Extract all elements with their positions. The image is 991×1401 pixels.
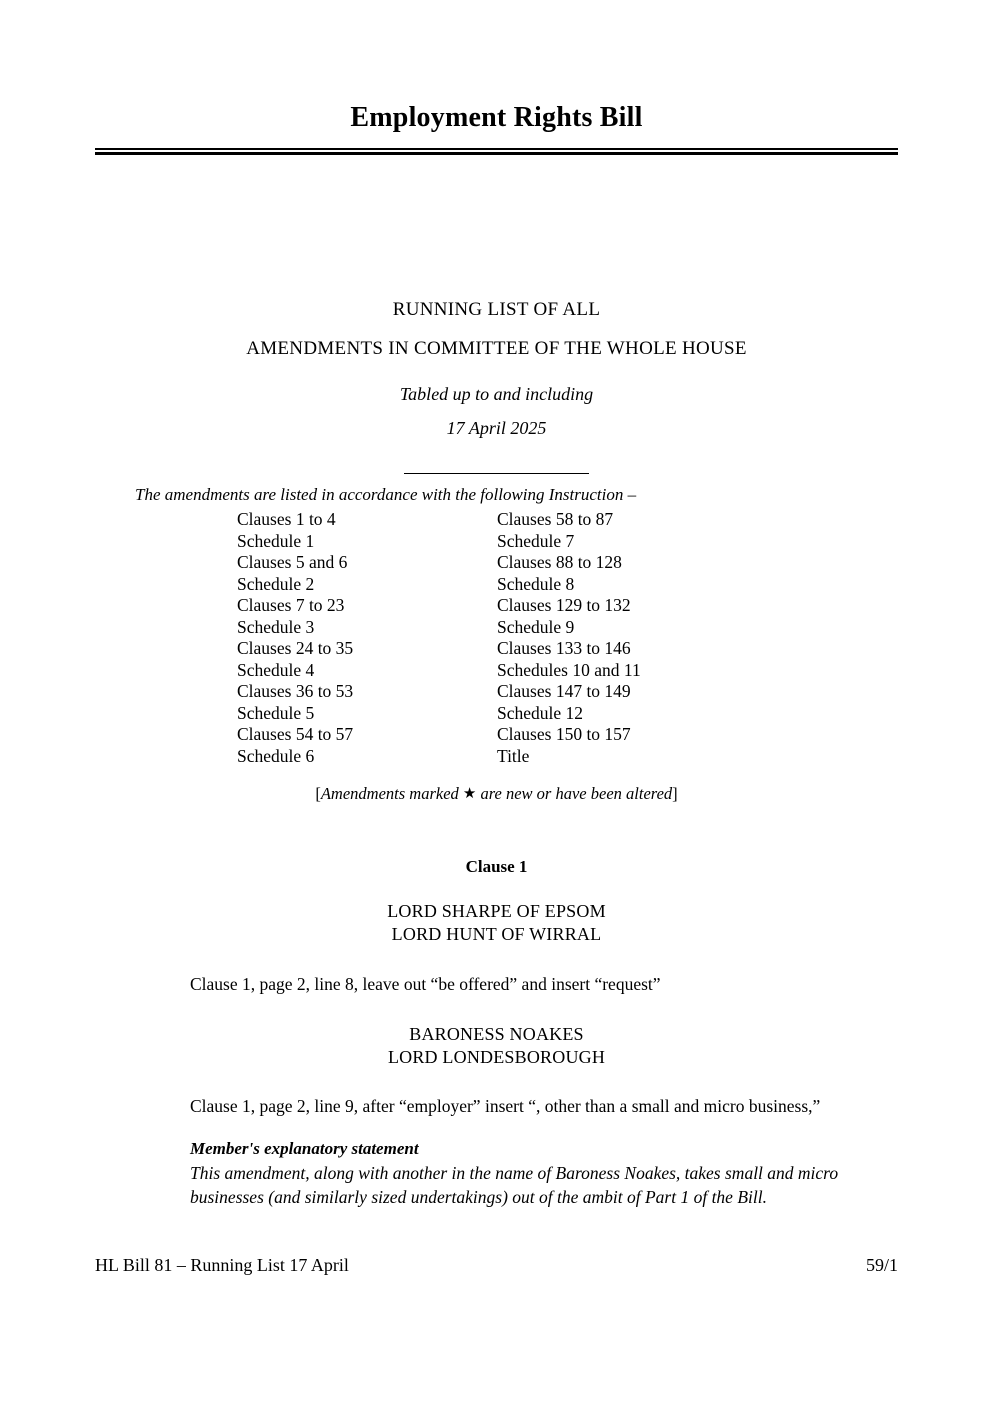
- clause-index-item: Schedule 8: [497, 573, 575, 594]
- clause-index-item: Clauses 58 to 87: [497, 509, 614, 529]
- clause-index: [237, 509, 797, 767]
- clause-index-item: Title: [497, 745, 530, 766]
- running-list-line-1: RUNNING LIST OF ALL: [392, 299, 601, 320]
- clause-index-item: Schedule 3: [237, 616, 315, 637]
- clause-index-item: Clauses 5 and 6: [237, 552, 348, 572]
- section-divider-rule: [404, 473, 589, 475]
- tabled-label: Tabled up to and including: [399, 384, 594, 404]
- clause-heading: Clause 1: [465, 857, 528, 876]
- clause-index-right-column: [497, 509, 757, 767]
- clause-index-item: Clauses 133 to 146: [497, 638, 631, 658]
- footer-bill-reference: HL Bill 81 – Running List 17 April: [95, 1255, 349, 1275]
- member-name: LORD LONDESBOROUGH: [387, 1047, 606, 1067]
- clause-index-item: Clauses 150 to 157: [497, 724, 631, 744]
- footer-page-number: 59/1: [865, 1255, 898, 1275]
- member-name: BARONESS NOAKES: [409, 1024, 584, 1044]
- clause-index-left-column: [237, 509, 497, 767]
- running-list-line-2: AMENDMENTS IN COMMITTEE OF THE WHOLE HOUSE: [246, 338, 747, 359]
- clause-index-item: Schedules 10 and 11: [497, 659, 641, 680]
- explanatory-statement: [190, 1138, 890, 1209]
- member-group-1: [95, 900, 898, 946]
- page-title: Employment Rights Bill: [350, 102, 643, 133]
- clause-index-item: Schedule 12: [497, 702, 584, 723]
- clause-index-item: Schedule 1: [237, 530, 315, 551]
- explanatory-statement-title: Member's explanatory statement: [190, 1139, 419, 1158]
- clause-index-item: Schedule 4: [237, 659, 315, 680]
- clause-index-item: Schedule 2: [237, 573, 315, 594]
- title-rule-lower: [95, 152, 898, 155]
- star-note-close-bracket: ]: [672, 784, 678, 803]
- section-divider-wrap: [95, 461, 898, 479]
- member-name: LORD HUNT OF WIRRAL: [391, 924, 602, 944]
- star-icon: ★: [462, 786, 477, 802]
- clause-index-item: Clauses 54 to 57: [237, 724, 354, 744]
- title-block: [95, 103, 898, 155]
- clause-index-item: Clauses 1 to 4: [237, 509, 336, 529]
- clause-index-item: Schedule 9: [497, 616, 575, 637]
- clause-index-item: Clauses 24 to 35: [237, 638, 354, 658]
- clause-index-item: Schedule 6: [237, 745, 315, 766]
- star-note-before-text: Amendments marked: [320, 784, 463, 803]
- clause-index-item: Schedule 7: [497, 530, 575, 551]
- amendment-text-2: Clause 1, page 2, line 9, after “employer” insert “, other than a small and micro business,”: [190, 1096, 821, 1116]
- instruction-line: The amendments are listed in accordance with the following Instruction –: [135, 485, 637, 504]
- star-note-open-bracket: [: [315, 784, 321, 803]
- clause-index-item: Clauses 147 to 149: [497, 681, 631, 701]
- amendment-text-1: Clause 1, page 2, line 8, leave out “be offered” and insert “request”: [190, 974, 661, 994]
- member-name: LORD SHARPE OF EPSOM: [387, 901, 606, 921]
- tabled-date: 17 April 2025: [446, 418, 547, 438]
- clause-index-item: Clauses 88 to 128: [497, 552, 622, 572]
- explanatory-statement-body: This amendment, along with another in the name of Baroness Noakes, takes small and micro businesses (and similarly sized undertakings) out of the ambit of Part 1 of the Bill.: [190, 1163, 839, 1207]
- header-matter: [95, 300, 898, 437]
- clause-index-item: Schedule 5: [237, 702, 315, 723]
- page-footer: [95, 1255, 898, 1276]
- clause-index-item: Clauses 7 to 23: [237, 595, 345, 615]
- member-group-2: [95, 1023, 898, 1069]
- title-rule-upper: [95, 148, 898, 150]
- star-note-after-text: are new or have been altered: [476, 784, 673, 803]
- clause-index-item: Clauses 36 to 53: [237, 681, 354, 701]
- clause-index-item: Clauses 129 to 132: [497, 595, 631, 615]
- title-double-rule: [95, 148, 898, 155]
- star-note: [95, 784, 898, 804]
